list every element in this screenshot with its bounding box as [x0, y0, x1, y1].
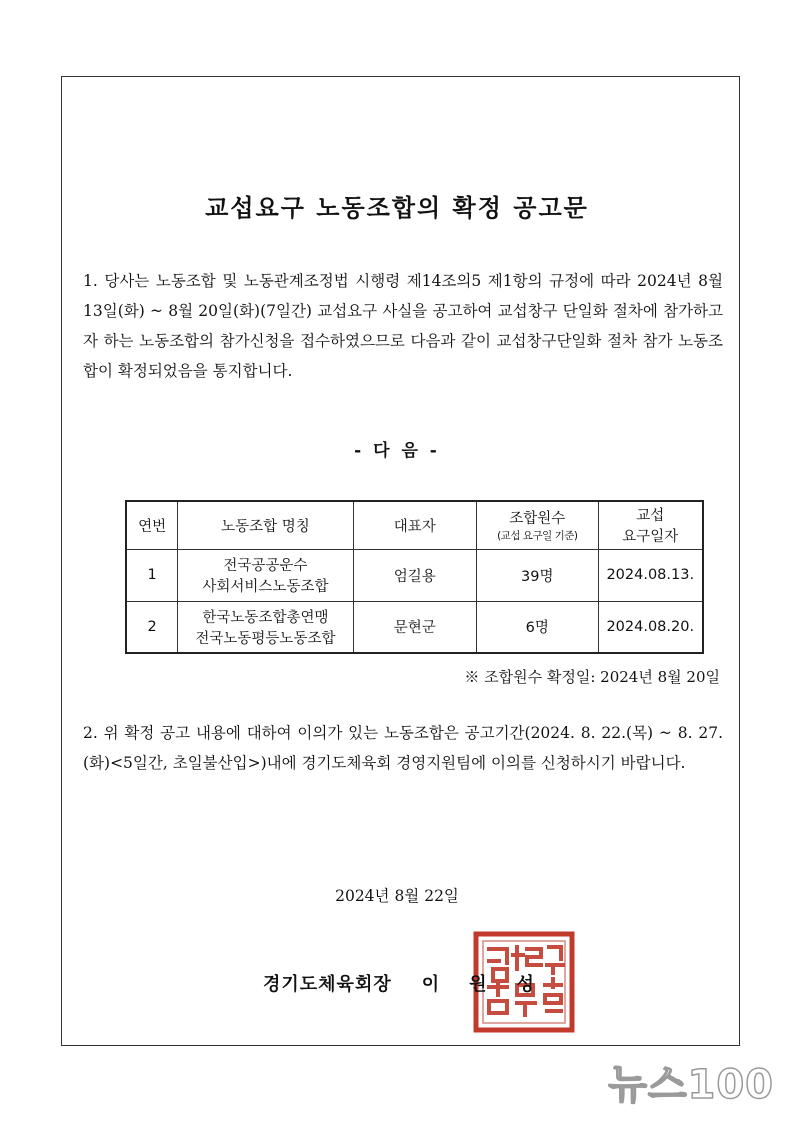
union-name-line2: 사회서비스노동조합 — [202, 579, 329, 595]
members-confirm-note: ※ 조합원수 확정일: 2024년 8월 20일 — [464, 668, 720, 686]
paragraph-1: 1. 당사는 노동조합 및 노동관계조정법 시행령 제14조의5 제1항의 규정에 따라 2024년 8월 13일(화) ~ 8월 20일(화)(7일간) 교섭요구 사실을 공고하여 교섭창구 단일화 절차에 참가하고자 하는 노동조합의 참가신청을 접수하였으므로 다음과 같이 교섭창구단일화 절차 참가 노동조합이 확정되었음을 통지합니다. — [83, 272, 723, 380]
signature-line — [263, 970, 564, 996]
union-name-line2: 전국노동평등노동조합 — [195, 630, 336, 647]
table-row — [126, 549, 703, 601]
union-table — [125, 500, 704, 654]
union-name-line1: 한국노동조합총연맹 — [202, 609, 329, 626]
header-request-date-line1: 교섭 — [636, 508, 665, 525]
header-representative: 대표자 — [353, 501, 476, 549]
header-members-label: 조합원수 — [509, 511, 566, 528]
row-date: 2024.08.20. — [598, 601, 703, 653]
row-no: 1 — [126, 549, 178, 601]
table-header-row — [126, 501, 703, 549]
row-union-name — [178, 549, 353, 601]
header-request-date — [598, 501, 703, 549]
header-union-name: 노동조합 명칭 — [178, 501, 353, 549]
row-representative: 문현군 — [353, 601, 476, 653]
news-watermark: 뉴스100 — [608, 1062, 774, 1108]
row-representative: 엄길용 — [353, 549, 476, 601]
paragraph-2: 2. 위 확정 공고 내용에 대하여 이의가 있는 노동조합은 공고기간(2024. 8. 22.(목) ~ 8. 27.(화)<5일간, 초일불산입>)내에 경기도체육회 경영지원팀에 이의를 신청하시기 바랍니다. — [83, 724, 723, 772]
table-row — [126, 601, 703, 653]
row-no: 2 — [126, 601, 178, 653]
union-name-line1: 전국공공운수 — [223, 558, 308, 574]
signature-title: 경기도체육회장 — [263, 974, 392, 995]
document-title: 교섭요구 노동조합의 확정 공고문 — [205, 194, 589, 222]
header-no: 연번 — [126, 501, 178, 549]
header-request-date-line2: 요구일자 — [622, 529, 679, 546]
header-members-sub: (교섭 요구일 기준) — [497, 530, 578, 543]
row-members: 6명 — [477, 601, 599, 653]
row-union-name — [178, 601, 353, 653]
row-members: 39명 — [477, 549, 599, 601]
row-date: 2024.08.13. — [598, 549, 703, 601]
signature-name: 이원성 — [421, 974, 564, 995]
header-members — [477, 501, 599, 549]
heading-da-eum: - 다 음 - — [354, 441, 440, 461]
notice-date: 2024년 8월 22일 — [335, 887, 459, 905]
